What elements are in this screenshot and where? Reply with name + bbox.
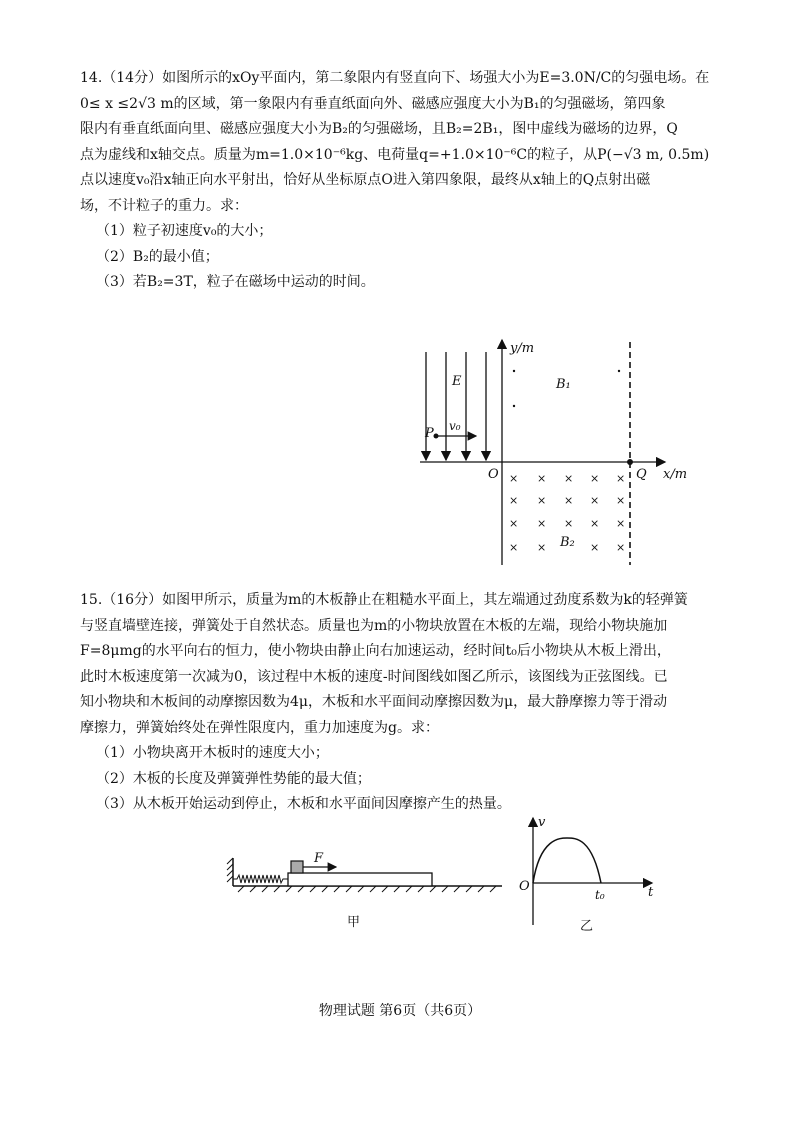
point-p-label: P xyxy=(425,426,434,441)
svg-text:×: × xyxy=(537,494,547,507)
q14-line-6: 场，不计粒子的重力。求： xyxy=(80,197,248,214)
svg-text:×: × xyxy=(590,517,600,530)
q14-line-3: 限内有垂直纸面向里、磁感应强度大小为B₂的匀强磁场，且B₂=2B₁，图中虚线为磁场的边界，Q xyxy=(80,121,678,137)
q14-number: 14.（14分） xyxy=(80,70,163,86)
q15-line-1: 15.（16分）如图甲所示，质量为m的木板静止在粗糙水平面上，其左端通过劲度系数为k的轻弹簧 xyxy=(80,592,688,608)
svg-text:×: × xyxy=(564,472,574,485)
svg-text:×: × xyxy=(616,541,626,554)
force-label: F xyxy=(314,851,324,866)
q15-item-1: （1）小物块离开木板时的速度大小； xyxy=(96,745,329,761)
q15-line-6: 摩擦力，弹簧始终处在弹性限度内，重力加速度为g。求： xyxy=(80,719,439,736)
svg-text:×: × xyxy=(537,472,547,485)
q15-number: 15.（16分） xyxy=(80,592,163,608)
origin-label-yi: O xyxy=(519,879,530,894)
caption-yi: 乙 xyxy=(580,919,594,934)
q15-line-3: F=8μmg的水平向右的恒力，使小物块由静止向右加速运动，经时间t₀后小物块从木板上滑出， xyxy=(80,643,671,659)
svg-text:×: × xyxy=(590,494,600,507)
t-axis-label: t xyxy=(648,885,654,900)
y-axis-label: y/m xyxy=(510,341,535,356)
v-axis-label: v xyxy=(538,815,546,830)
svg-text:×: × xyxy=(537,541,547,554)
svg-text:×: × xyxy=(537,517,547,530)
q14-item-2: （2）B₂的最小值； xyxy=(96,248,219,265)
page-footer: 物理试题 第6页（共6页） xyxy=(318,1003,482,1019)
sine-curve xyxy=(533,838,601,883)
origin-label: O xyxy=(488,467,499,482)
q15-line-2: 与竖直墙壁连接，弹簧处于自然状态。质量也为m的小物块放置在木板的左端，现给小物块施加 xyxy=(80,617,668,634)
svg-text:×: × xyxy=(509,541,519,554)
q15-line-5: 知小物块和木板间的动摩擦因数为4μ，木板和水平面间动摩擦因数为μ，最大静摩擦力等于滑动 xyxy=(80,694,668,710)
caption-jia: 甲 xyxy=(347,915,361,930)
svg-text:×: × xyxy=(509,472,519,485)
q14-line-5: 点以速度v₀沿x轴正向水平射出，恰好从坐标原点O进入第四象限，最终从x轴上的Q点射出磁 xyxy=(80,172,651,188)
svg-text:×: × xyxy=(509,494,519,507)
field-e-label: E xyxy=(452,374,462,389)
svg-text:×: × xyxy=(616,472,626,485)
svg-text:×: × xyxy=(590,472,600,485)
q14-line-1: 14.（14分）如图所示的xOy平面内，第二象限内有竖直向下、场强大小为E=3.0N/C的匀强电场。在 xyxy=(80,70,710,86)
b1-label: B₁ xyxy=(556,377,571,392)
q15-line-4: 此时木板速度第一次减为0，该过程中木板的速度-时间图线如图乙所示，该图线为正弦图线。已 xyxy=(80,668,668,685)
q14-item-3: （3）若B₂=3T，粒子在磁场中运动的时间。 xyxy=(96,274,375,290)
q15-item-3: （3）从木板开始运动到停止，木板和水平面间因摩擦产生的热量。 xyxy=(96,796,511,812)
svg-text:×: × xyxy=(616,494,626,507)
x-axis-label: x/m xyxy=(663,467,688,482)
svg-text:×: × xyxy=(564,517,574,530)
t0-label: t₀ xyxy=(595,888,605,902)
svg-text:×: × xyxy=(509,517,519,530)
q15-item-2: （2）木板的长度及弹簧弹性势能的最大值； xyxy=(96,770,371,787)
svg-text:×: × xyxy=(616,517,626,530)
v0-label: v₀ xyxy=(449,419,461,433)
b2-label: B₂ xyxy=(560,535,575,550)
q14-item-1: （1）粒子初速度v₀的大小； xyxy=(96,223,273,239)
svg-text:×: × xyxy=(590,541,600,554)
point-q-label: Q xyxy=(636,467,647,482)
q14-line-2: 0≤ x ≤2√3 m的区域，第一象限内有垂直纸面向外、磁感应强度大小为B₁的匀强磁场，第四象 xyxy=(80,95,666,112)
svg-text:×: × xyxy=(564,494,574,507)
q14-line-4: 点为虚线和x轴交点。质量为m=1.0×10⁻⁶kg、电荷量q=+1.0×10⁻⁶C的粒子，从P(−√3 m, 0.5m) xyxy=(80,146,710,163)
